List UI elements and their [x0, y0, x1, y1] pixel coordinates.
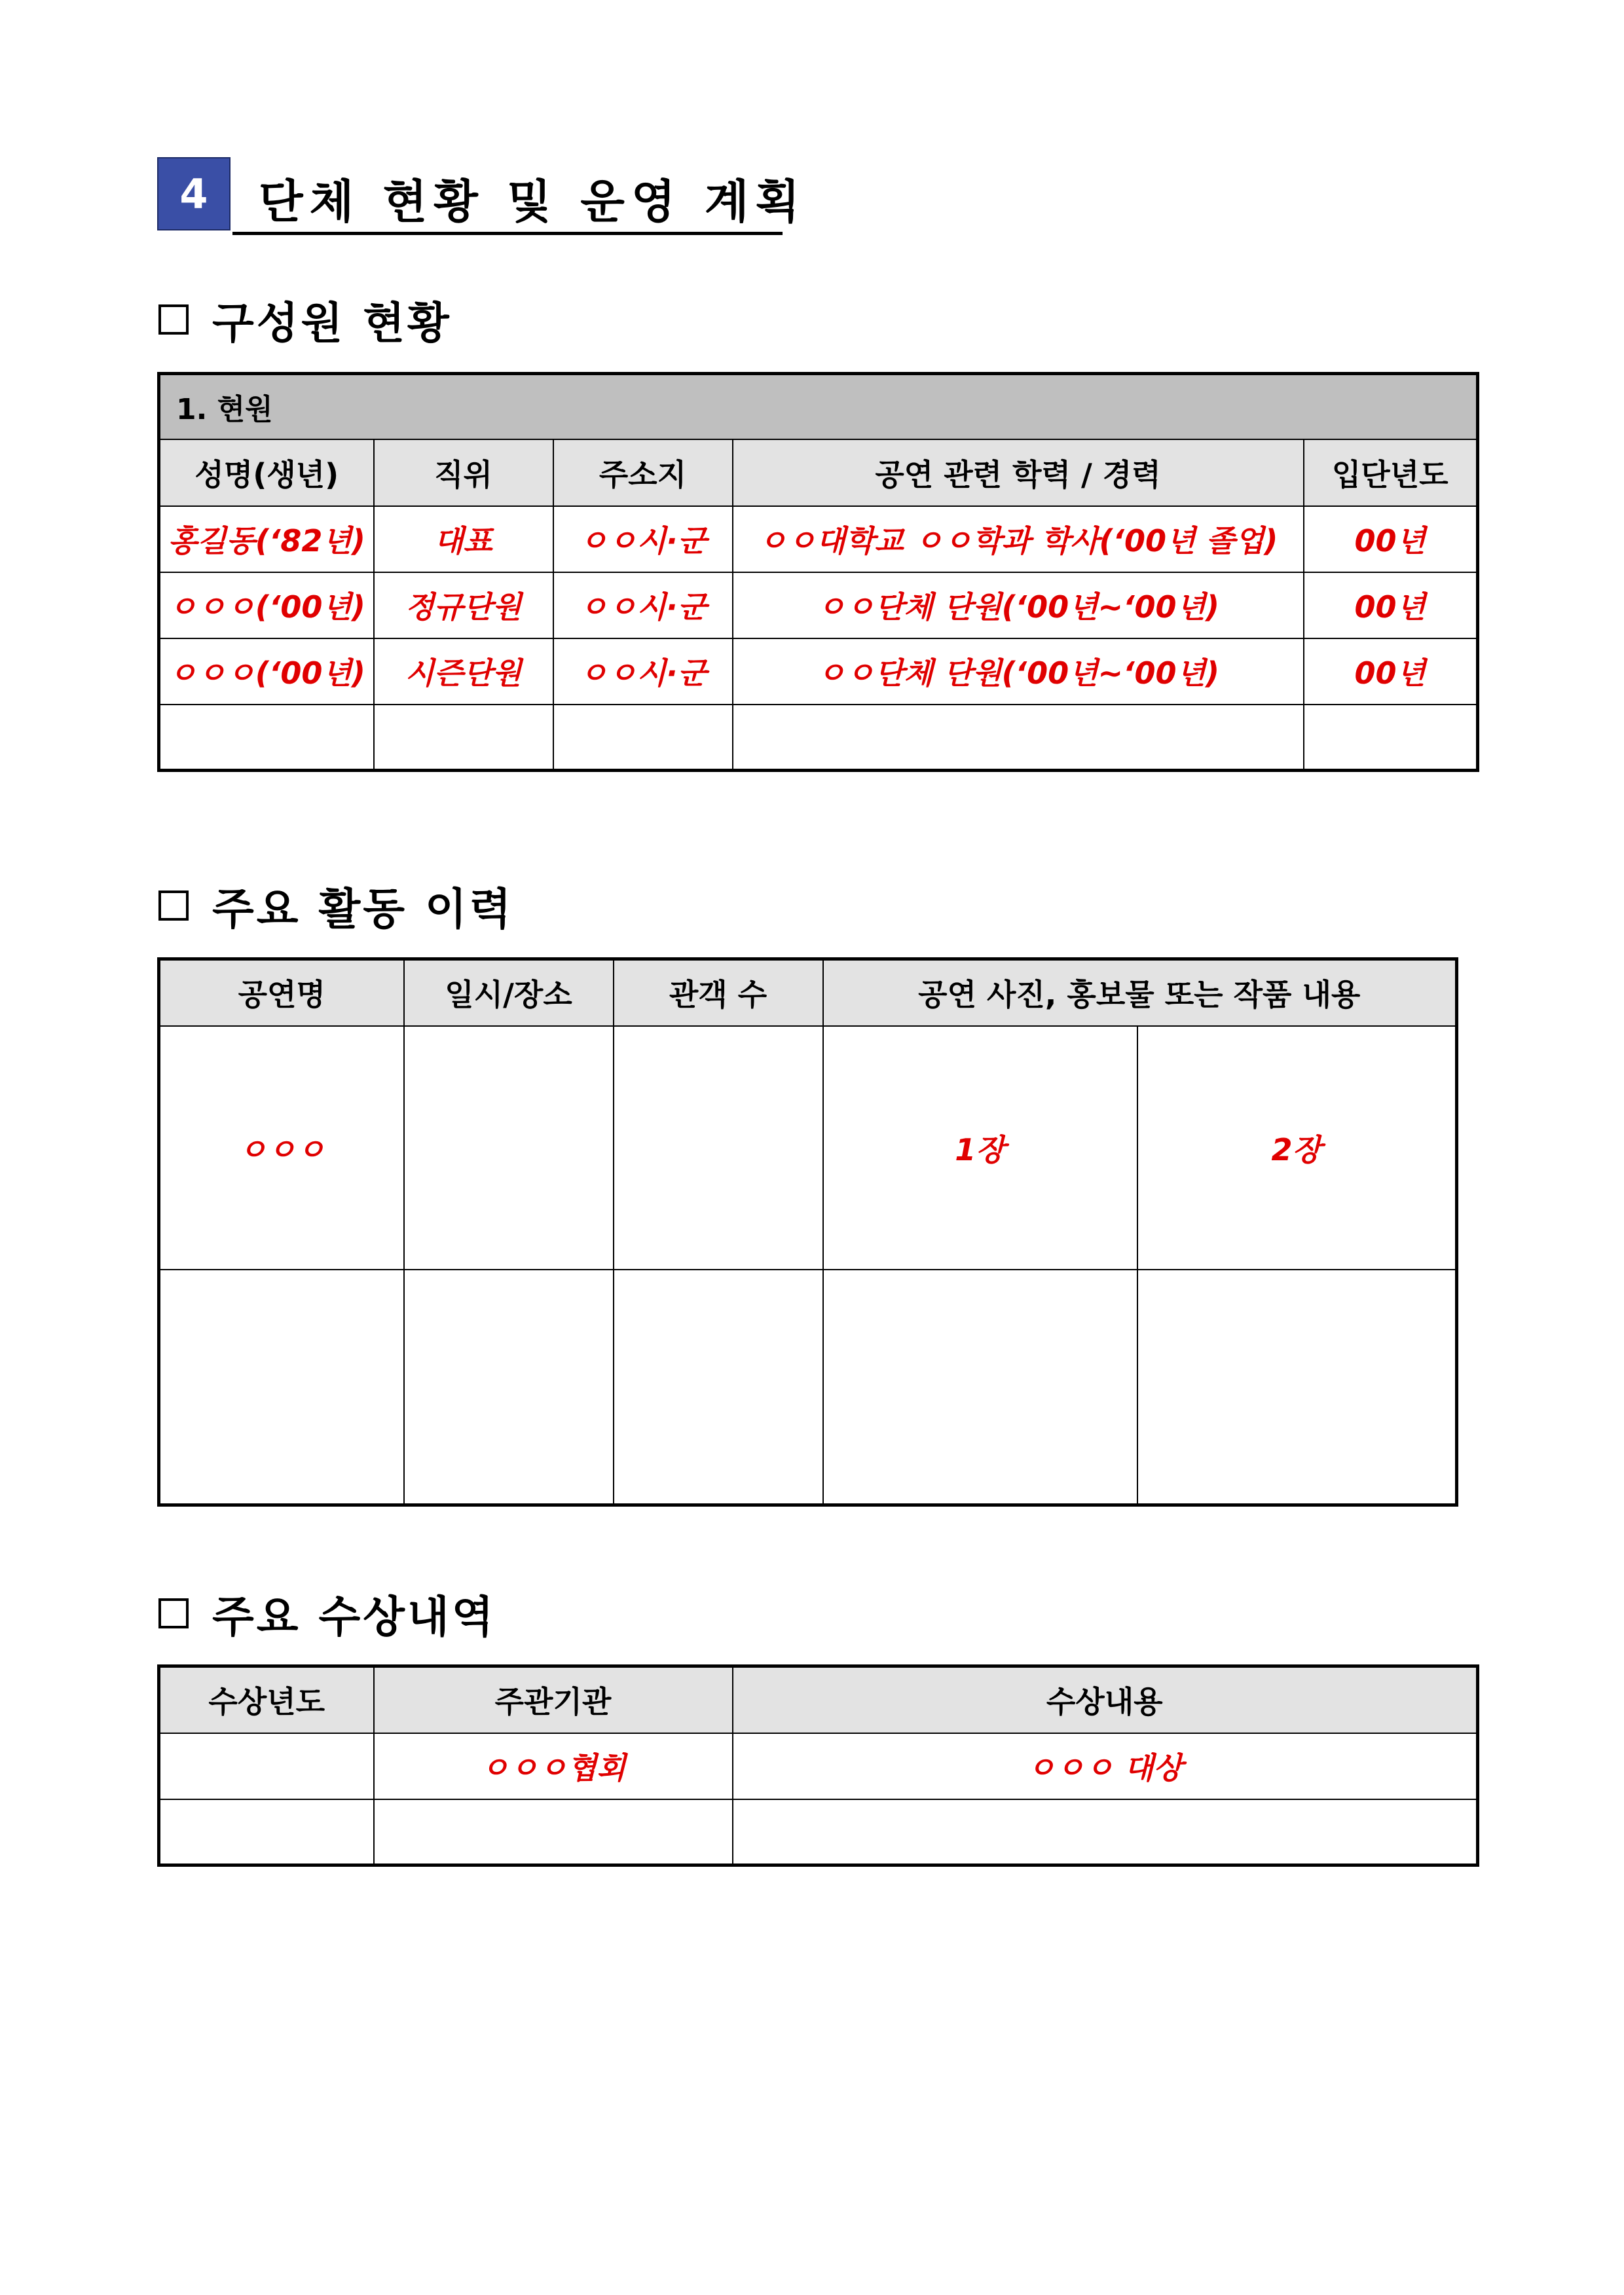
- section-number-badge: 4: [157, 157, 231, 230]
- col-title: 공연명: [159, 959, 404, 1026]
- cell[interactable]: ㅇㅇㅇ 대상: [733, 1733, 1478, 1799]
- table-row: [159, 1026, 1457, 1270]
- table-row: [159, 1799, 1478, 1865]
- cell[interactable]: ㅇㅇ단체 단원(‘00년~‘00년): [733, 572, 1304, 638]
- cell[interactable]: [733, 705, 1304, 771]
- col-career: 공연 관련 학력 / 경력: [733, 439, 1304, 506]
- cell[interactable]: [1304, 705, 1478, 771]
- cell[interactable]: [404, 1026, 614, 1270]
- cell[interactable]: ㅇㅇ단체 단원(‘00년~‘00년): [733, 638, 1304, 705]
- activities-table: [157, 957, 1458, 1507]
- section-header: [157, 157, 807, 236]
- checkbox-square-icon: [158, 890, 189, 921]
- members-heading: [158, 288, 452, 350]
- activities-header-row: [159, 959, 1457, 1026]
- cell[interactable]: ㅇㅇㅇ(‘00년): [159, 572, 374, 638]
- col-audience: 관객 수: [614, 959, 823, 1026]
- cell[interactable]: 시즌단원: [374, 638, 553, 705]
- cell[interactable]: [553, 705, 733, 771]
- cell[interactable]: 00년: [1304, 572, 1478, 638]
- cell[interactable]: 정규단원: [374, 572, 553, 638]
- checkbox-square-icon: [158, 304, 189, 335]
- table-row: [159, 638, 1478, 705]
- col-position: 직위: [374, 439, 553, 506]
- cell[interactable]: ㅇㅇ시·군: [553, 638, 733, 705]
- photo-cell[interactable]: [823, 1270, 1137, 1505]
- cell[interactable]: [159, 1270, 404, 1505]
- cell[interactable]: 00년: [1304, 638, 1478, 705]
- cell[interactable]: 대표: [374, 506, 553, 572]
- section-underline: [232, 232, 783, 235]
- cell[interactable]: [614, 1270, 823, 1505]
- activities-heading: [158, 874, 514, 936]
- photo-cell[interactable]: [1137, 1270, 1457, 1505]
- cell[interactable]: ㅇㅇ시·군: [553, 572, 733, 638]
- cell[interactable]: [159, 705, 374, 771]
- cell[interactable]: [733, 1799, 1478, 1865]
- checkbox-square-icon: [158, 1598, 189, 1628]
- table-row: [159, 572, 1478, 638]
- table-row: [159, 1733, 1478, 1799]
- cell[interactable]: ㅇㅇㅇ(‘00년): [159, 638, 374, 705]
- col-address: 주소지: [553, 439, 733, 506]
- table-row: [159, 705, 1478, 771]
- cell[interactable]: ㅇㅇ시·군: [553, 506, 733, 572]
- table-row: [159, 1270, 1457, 1505]
- col-photos: 공연 사진, 홍보물 또는 작품 내용: [823, 959, 1457, 1026]
- cell[interactable]: [614, 1026, 823, 1270]
- cell[interactable]: [374, 1799, 733, 1865]
- cell[interactable]: [374, 705, 553, 771]
- cell[interactable]: [159, 1799, 374, 1865]
- awards-heading-text: 주요 수상내역: [212, 1592, 496, 1642]
- cell[interactable]: 00년: [1304, 506, 1478, 572]
- cell[interactable]: [159, 1733, 374, 1799]
- col-award-content: 수상내용: [733, 1666, 1478, 1733]
- col-date-place: 일시/장소: [404, 959, 614, 1026]
- col-organizer: 주관기관: [374, 1666, 733, 1733]
- cell[interactable]: ㅇㅇㅇ협회: [374, 1733, 733, 1799]
- awards-heading: [158, 1582, 496, 1644]
- cell[interactable]: ㅇㅇ대학교 ㅇㅇ학과 학사(‘00년 졸업): [733, 506, 1304, 572]
- activities-heading-text: 주요 활동 이력: [212, 884, 514, 934]
- col-join-year: 입단년도: [1304, 439, 1478, 506]
- table-row: [159, 506, 1478, 572]
- cell[interactable]: [404, 1270, 614, 1505]
- cell[interactable]: 홍길동(‘82년): [159, 506, 374, 572]
- col-award-year: 수상년도: [159, 1666, 374, 1733]
- members-heading-text: 구성원 현황: [212, 298, 452, 348]
- members-table: [157, 372, 1479, 772]
- awards-table: [157, 1664, 1479, 1867]
- photo-cell[interactable]: 2장: [1137, 1026, 1457, 1270]
- awards-header-row: [159, 1666, 1478, 1733]
- cell[interactable]: ㅇㅇㅇ: [159, 1026, 404, 1270]
- col-name: 성명(생년): [159, 439, 374, 506]
- members-subtitle: 1. 현원: [159, 374, 1478, 439]
- members-header-row: [159, 439, 1478, 506]
- section-title: 단체 현황 및 운영 계획: [259, 175, 807, 229]
- photo-cell[interactable]: 1장: [823, 1026, 1137, 1270]
